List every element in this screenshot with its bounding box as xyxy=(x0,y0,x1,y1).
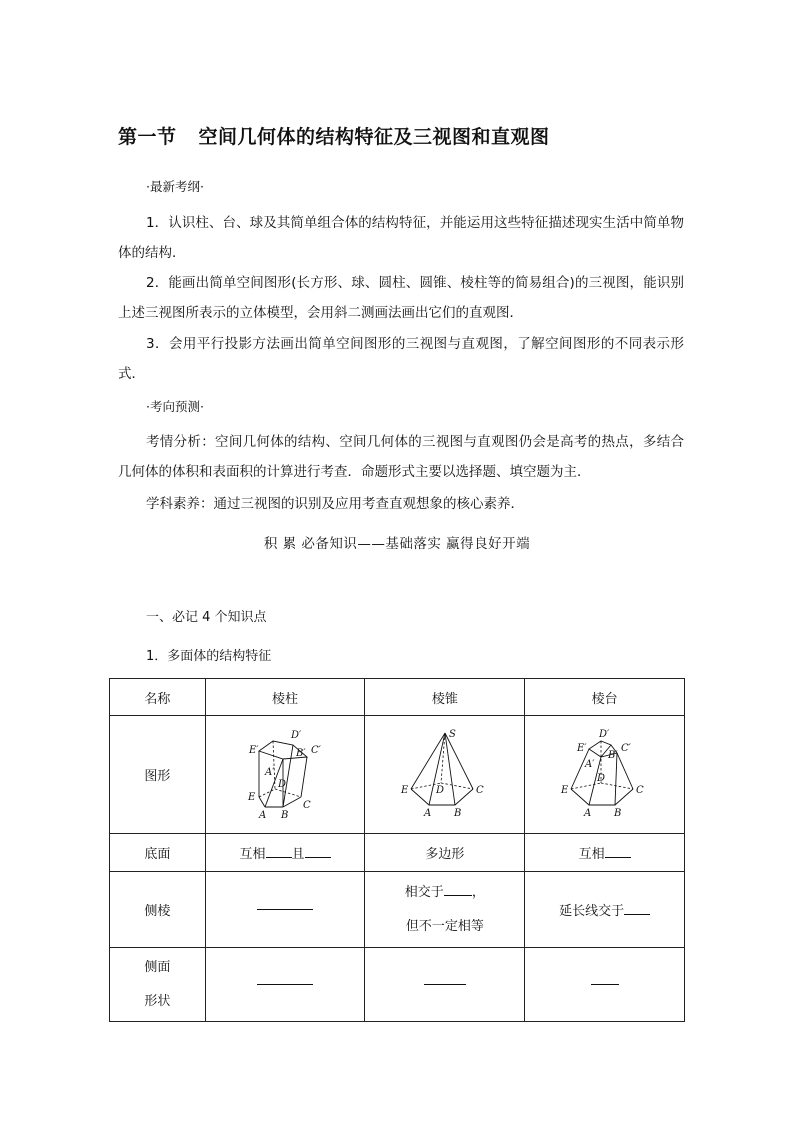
table-header-row xyxy=(110,679,685,716)
pyramid-figure xyxy=(395,727,495,819)
prism-face-blank xyxy=(257,984,313,985)
pyramid-base-cell: 多边形 xyxy=(365,834,525,872)
prism-figure-cell xyxy=(205,716,365,834)
prism-label-c: C xyxy=(303,799,311,811)
row-label-edge: 侧棱 xyxy=(110,872,206,948)
prism-base-cell xyxy=(205,834,365,872)
pyramid-edge-blank xyxy=(444,883,472,896)
frustum-figure-cell xyxy=(525,716,685,834)
polyhedron-table xyxy=(109,678,685,1022)
row-label-face-b: 形状 xyxy=(144,993,171,1009)
header-prism: 棱柱 xyxy=(205,679,365,716)
outline-item-1: 1．认识柱、台、球及其简单组合体的结构特征，并能运用这些特征描述现实生活中简单物体的结构． xyxy=(118,215,684,261)
frustum-base-cell xyxy=(525,834,685,872)
forecast-label: ·考向预测· xyxy=(146,399,204,414)
header-name: 名称 xyxy=(110,679,206,716)
pyramid-figure-cell xyxy=(365,716,525,834)
prism-label-b1: B′ xyxy=(296,747,306,759)
header-pyramid: 棱锥 xyxy=(365,679,525,716)
prism-label-e: E xyxy=(248,791,256,803)
header-frustum: 棱台 xyxy=(525,679,685,716)
prism-face-cell xyxy=(205,948,365,1022)
title-heading: 空间几何体的结构特征及三视图和直观图 xyxy=(198,126,550,148)
prism-figure xyxy=(235,727,335,819)
pyramid-edge-text-a: 相交于 xyxy=(404,884,444,900)
outline-item-2: 2．能画出简单空间图形(长方形、球、圆柱、圆锥、棱柱等的简易组合)的三视图，能识别上述三视图所表示的立体模型，会用斜二测画法画出它们的直观图． xyxy=(118,275,684,321)
pyramid-label-d: D xyxy=(435,784,444,796)
pyramid-edge-comma: ， xyxy=(471,884,485,900)
frustum-label-a: A xyxy=(583,807,591,819)
prism-edge-blank xyxy=(257,909,313,910)
frustum-edge-cell xyxy=(525,872,685,948)
frustum-label-e1: E′ xyxy=(576,742,587,754)
prism-label-d: D xyxy=(278,778,287,790)
frustum-label-c1: C′ xyxy=(620,742,631,754)
frustum-edge-blank xyxy=(624,902,650,915)
prism-base-text-b: 且 xyxy=(291,847,305,862)
title-section: 第一节 xyxy=(118,126,177,148)
pyramid-label-c: C xyxy=(475,784,484,796)
prism-label-d1: D′ xyxy=(291,729,302,741)
frustum-face-cell xyxy=(525,948,685,1022)
outline-label: ·最新考纲· xyxy=(146,179,204,194)
row-label-face-a: 侧面 xyxy=(144,959,171,975)
pyramid-edge-line-1 xyxy=(365,876,524,910)
section-banner: 积 累 必备知识——基础落实 赢得良好开端 xyxy=(263,536,531,552)
prism-label-e1: E′ xyxy=(249,744,259,756)
frustum-base-blank xyxy=(605,845,631,858)
frustum-base-text: 互相 xyxy=(578,847,605,862)
frustum-figure xyxy=(555,727,655,819)
frustum-edge-text: 延长线交于 xyxy=(559,904,625,919)
outline-item-3: 3．会用平行投影方法画出简单空间图形的三视图与直观图，了解空间图形的不同表示形式． xyxy=(118,336,684,382)
prism-label-b: B xyxy=(281,809,289,819)
pyramid-label-s: S xyxy=(448,728,456,740)
frustum-label-d1: D′ xyxy=(598,728,609,740)
section-heading: 一、必记 4 个知识点 xyxy=(146,610,267,625)
frustum-label-b: B xyxy=(613,807,621,819)
pyramid-face-cell xyxy=(365,948,525,1022)
frustum-label-e: E xyxy=(560,784,568,796)
frustum-face-blank xyxy=(591,984,619,985)
row-label-figure: 图形 xyxy=(110,716,206,834)
prism-base-text-a: 互相 xyxy=(239,847,266,862)
frustum-label-d: D xyxy=(596,772,605,784)
pyramid-label-e: E xyxy=(400,784,409,796)
page-title xyxy=(118,122,550,149)
prism-label-c1: C′ xyxy=(311,744,321,756)
pyramid-edge-cell xyxy=(365,872,525,948)
pyramid-label-b: B xyxy=(453,807,462,819)
row-label-face xyxy=(110,948,206,1022)
frustum-label-b1: B′ xyxy=(607,749,618,761)
forecast-literacy: 学科素养：通过三视图的识别及应用考查直观想象的核心素养． xyxy=(146,496,524,512)
prism-edge-cell xyxy=(205,872,365,948)
subsection-heading: 1．多面体的结构特征 xyxy=(146,649,272,664)
prism-base-blank-1 xyxy=(266,845,292,858)
row-label-base: 底面 xyxy=(110,834,206,872)
frustum-label-c: C xyxy=(635,784,644,796)
frustum-label-a1: A′ xyxy=(584,758,595,770)
forecast-analysis: 考情分析：空间几何体的结构、空间几何体的三视图与直观图仍会是高考的热点，多结合几何体的体积和表面积的计算进行考查．命题形式主要以选择题、填空题为主． xyxy=(118,434,684,480)
pyramid-face-blank xyxy=(424,984,466,985)
table-row-face xyxy=(110,948,685,1022)
table-row-base xyxy=(110,834,685,872)
prism-label-a: A xyxy=(259,809,267,819)
prism-label-a1: A′ xyxy=(265,766,275,778)
pyramid-label-a: A xyxy=(423,807,432,819)
pyramid-edge-line-2: 但不一定相等 xyxy=(405,918,484,934)
prism-base-blank-2 xyxy=(305,845,331,858)
table-row-edge xyxy=(110,872,685,948)
table-row-figure xyxy=(110,716,685,834)
